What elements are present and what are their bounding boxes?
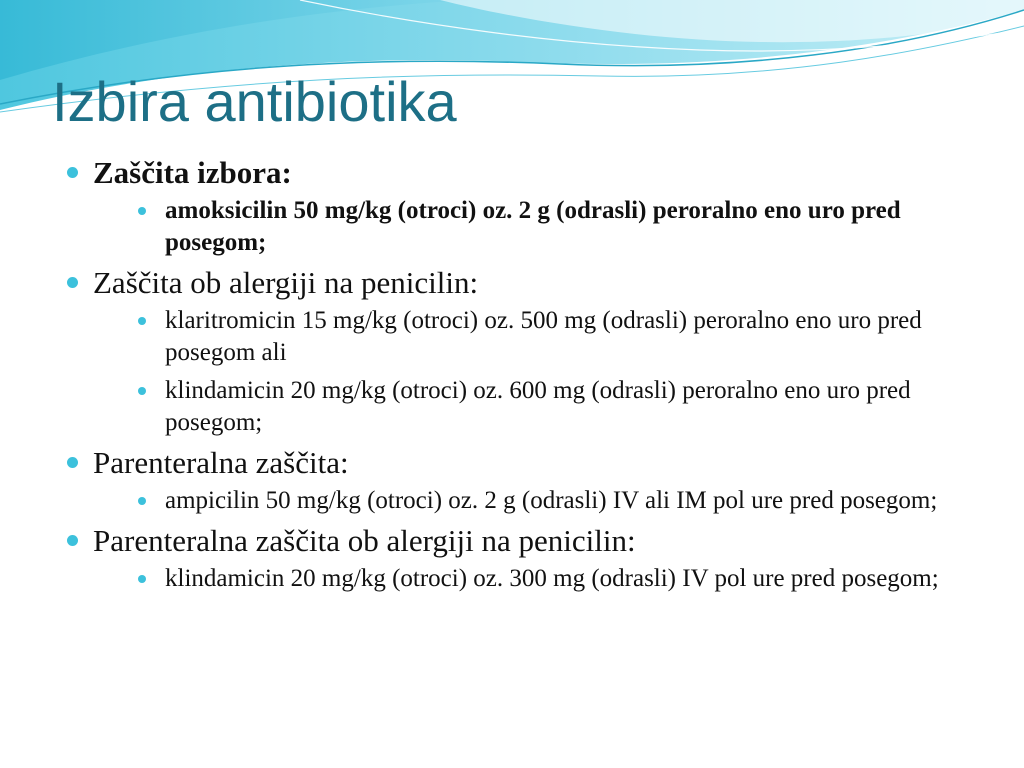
list-item: [165, 375, 985, 439]
bullet-icon: [138, 317, 146, 325]
bullet-icon: [67, 457, 78, 468]
section-heading: [93, 523, 993, 559]
slide-title: Izbira antibiotika: [52, 70, 457, 133]
section-heading-text: Zaščita ob alergiji na penicilin:: [93, 265, 479, 300]
list-item-text: amoksicilin 50 mg/kg (otroci) oz. 2 g (odrasli) peroralno eno uro pred posegom;: [165, 197, 901, 256]
section-heading-text: Parenteralna zaščita:: [93, 445, 349, 480]
bullet-icon: [67, 277, 78, 288]
bullet-icon: [138, 387, 146, 395]
list-item: [165, 305, 985, 369]
list-item: [165, 195, 985, 259]
list-item-text: klindamicin 20 mg/kg (otroci) oz. 600 mg (odrasli) peroralno eno uro pred posegom;: [165, 377, 911, 436]
section-heading: [93, 155, 993, 191]
bullet-icon: [138, 497, 146, 505]
bullet-icon: [138, 207, 146, 215]
list-item-text: klindamicin 20 mg/kg (otroci) oz. 300 mg (odrasli) IV pol ure pred posegom;: [165, 565, 939, 592]
list-item-text: ampicilin 50 mg/kg (otroci) oz. 2 g (odrasli) IV ali IM pol ure pred posegom;: [165, 487, 938, 514]
section-heading: [93, 445, 993, 481]
list-item-text: klaritromicin 15 mg/kg (otroci) oz. 500 mg (odrasli) peroralno eno uro pred posegom ali: [165, 307, 922, 366]
list-item: [165, 563, 985, 595]
list-item: [165, 485, 985, 517]
section-heading-text: Parenteralna zaščita ob alergiji na penicilin:: [93, 523, 636, 558]
bullet-icon: [67, 535, 78, 546]
section-heading-text: Zaščita izbora:: [93, 155, 292, 190]
section-heading: [93, 265, 993, 301]
bullet-list: [0, 155, 1024, 601]
bullet-icon: [138, 575, 146, 583]
bullet-icon: [67, 167, 78, 178]
